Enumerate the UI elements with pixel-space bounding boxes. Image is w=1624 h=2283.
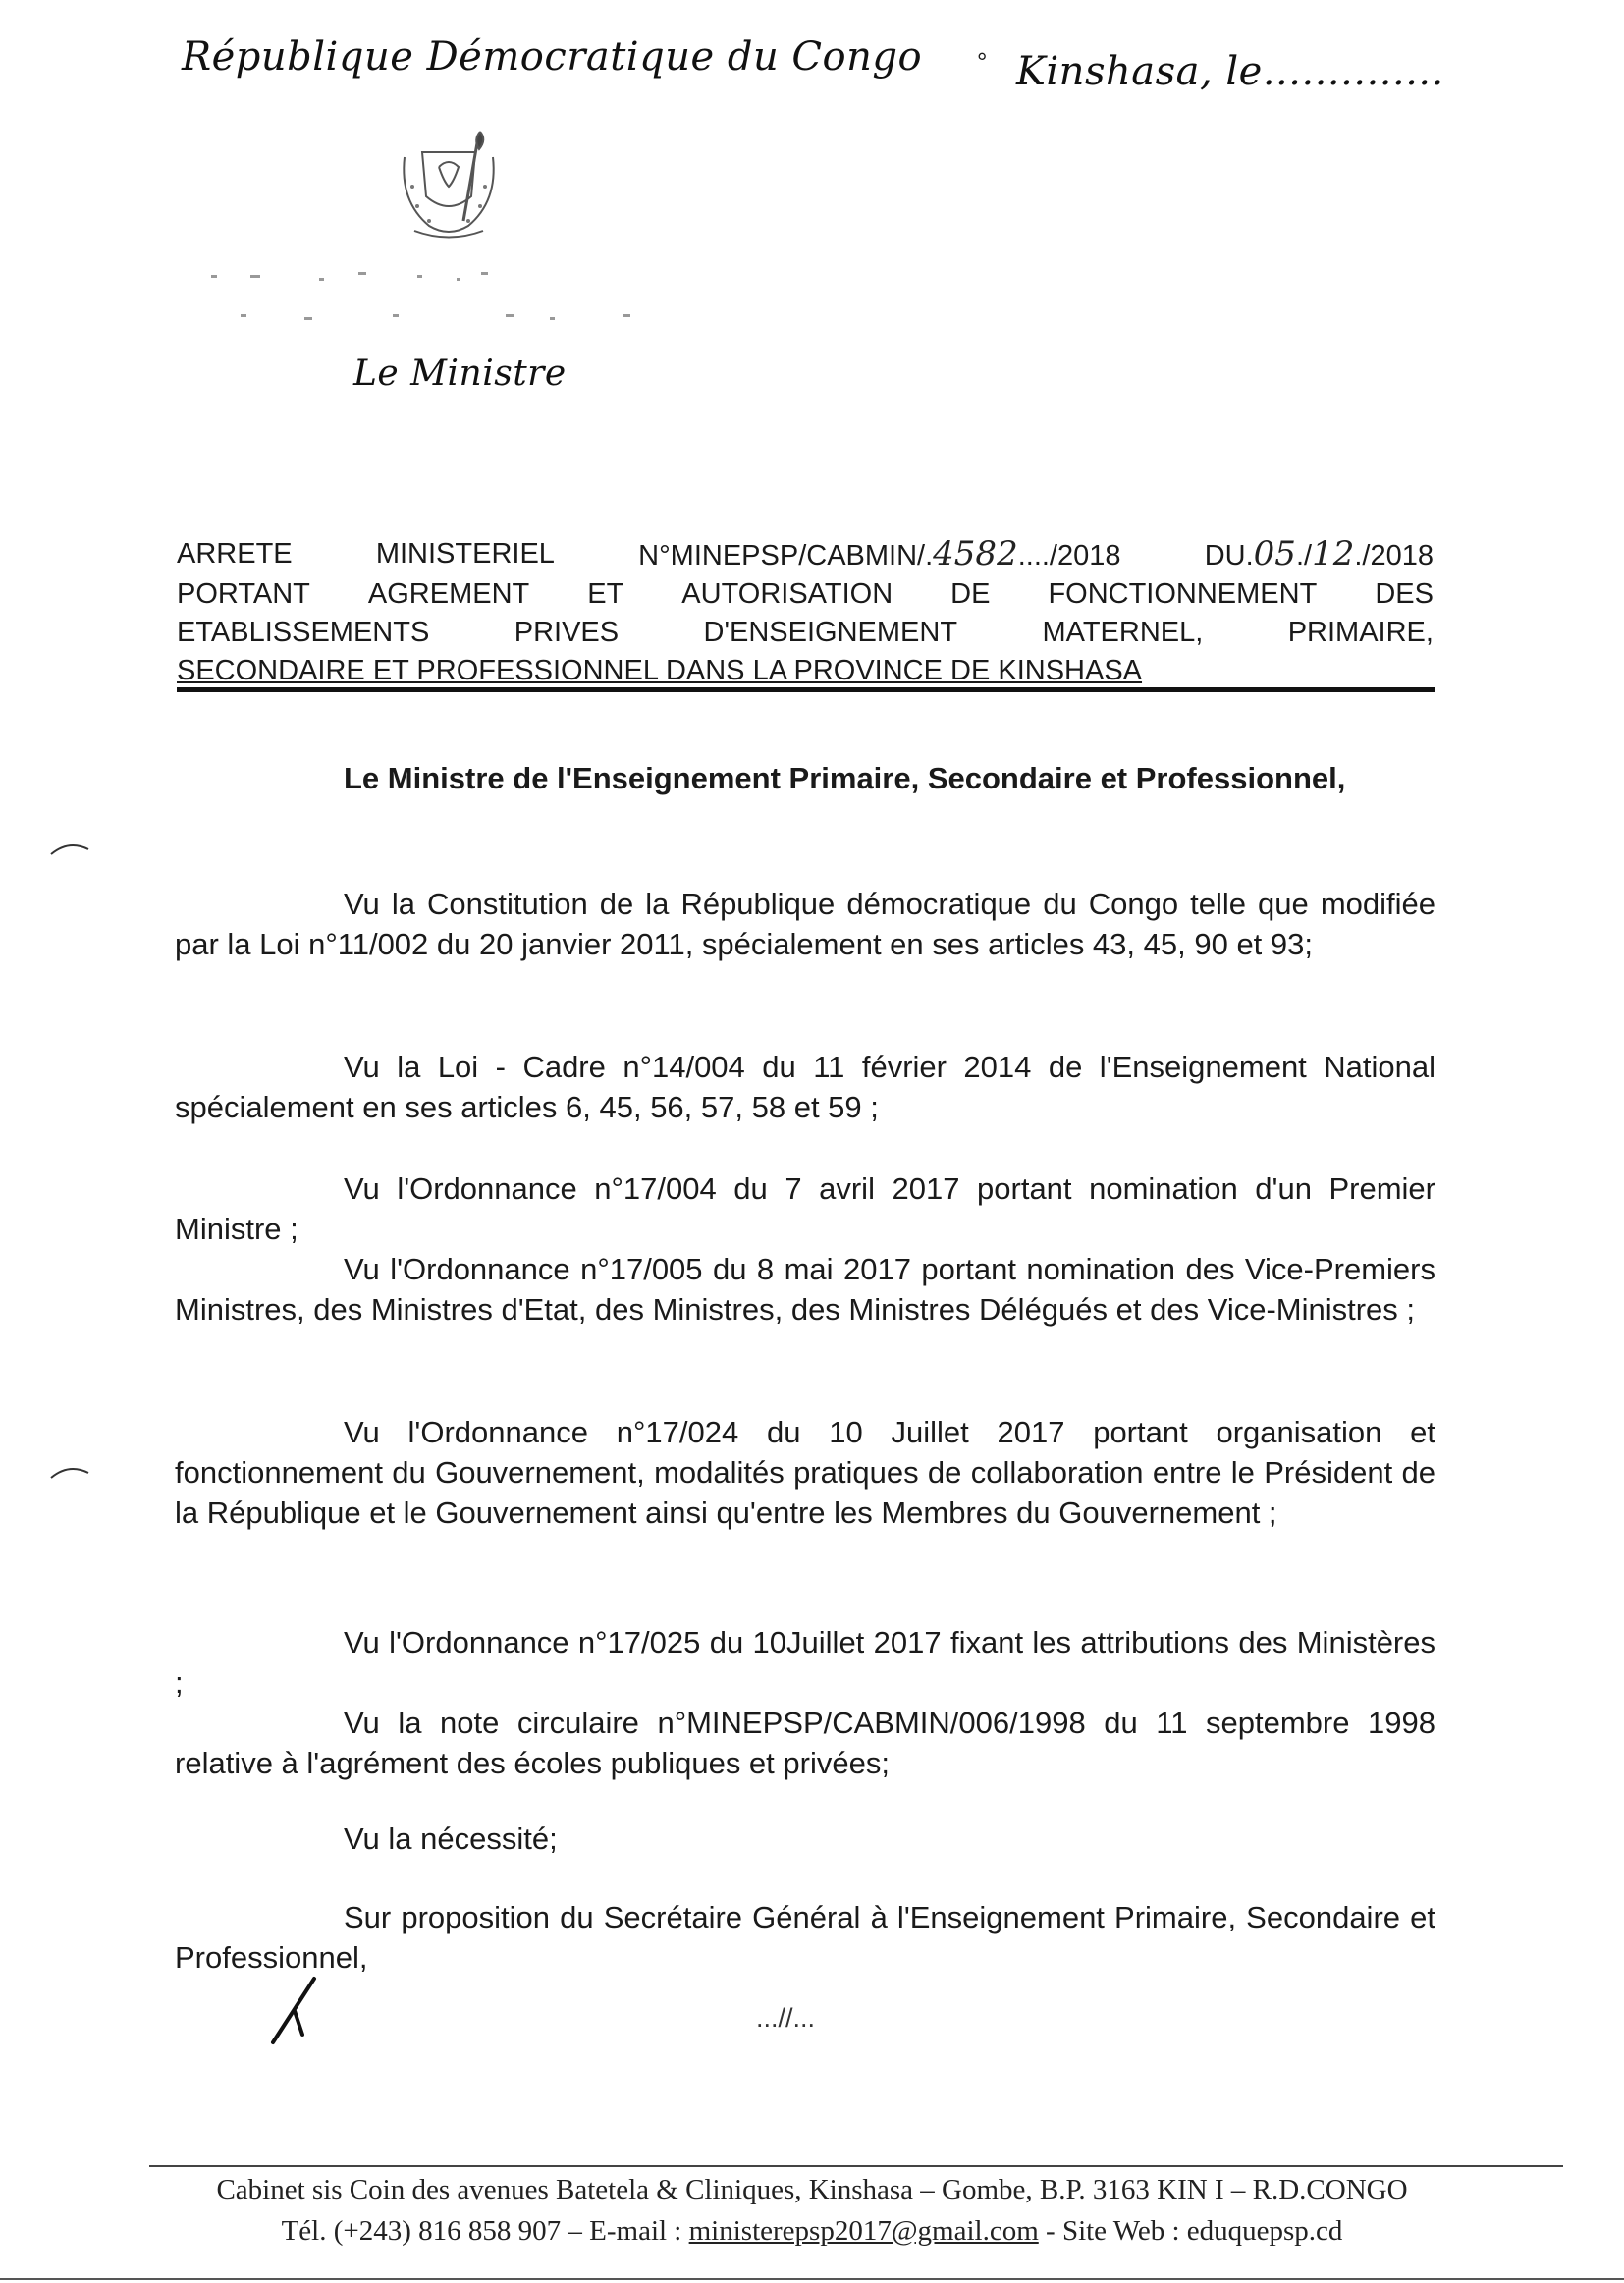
decree-date: DU.05./12./2018 <box>1204 534 1434 573</box>
handwritten-day: 05 <box>1253 534 1296 573</box>
decree-title <box>177 535 1434 690</box>
degree-mark: ° <box>977 47 988 77</box>
consideration-constitution: Vu la Constitution de la République démocratique du Congo telle que modifiée par la Loi n°11/002 du 20 janvier 2011, spécialement en ses articles 43, 45, 90 et 93; <box>175 887 1435 961</box>
faded-stamp-marks <box>211 270 643 339</box>
place-date: Kinshasa, le.............. <box>1016 49 1444 94</box>
margin-mark <box>49 840 93 859</box>
decree-title-line-4: SECONDAIRE ET PROFESSIONNEL DANS LA PROVINCE DE KINSHASA <box>177 655 1143 686</box>
consideration-loi-cadre: Vu la Loi - Cadre n°14/004 du 11 février 2014 de l'Enseignement National spécialement en ses articles 6, 45, 56, 57, 58 et 59 ; <box>175 1050 1435 1124</box>
continuation-mark: ...//... <box>756 2003 816 2033</box>
email-link[interactable]: ministerepsp2017@gmail.com <box>688 2215 1039 2247</box>
consideration-ordonnance-17-005: Vu l'Ordonnance n°17/005 du 8 mai 2017 portant nomination des Vice-Premiers Ministres, des Ministres d'Etat, des Ministres, des Ministres Délégués et des Vice-Ministres ; <box>175 1252 1435 1327</box>
consideration-necessite: Vu la nécessité; <box>344 1821 558 1856</box>
consideration-note-circulaire: Vu la note circulaire n°MINEPSP/CABMIN/006/1998 du 11 septembre 1998 relative à l'agrément des écoles publiques et privées; <box>175 1706 1435 1780</box>
intro-heading: Le Ministre de l'Enseignement Primaire, Secondaire et Professionnel, <box>344 761 1346 795</box>
decree-number: N°MINEPSP/CABMIN/.4582..../2018 <box>638 534 1121 573</box>
consideration-ordonnance-17-025: Vu l'Ordonnance n°17/025 du 10Juillet 2017 fixant les attributions des Ministères ; <box>175 1625 1435 1700</box>
title-underline-rule <box>177 687 1435 692</box>
footer-address: Cabinet sis Coin des avenues Batetela & Cliniques, Kinshasa – Gombe, B.P. 3163 KIN I – R.D.CONGO <box>216 2174 1408 2205</box>
page-bottom-rule <box>0 2278 1624 2280</box>
republic-heading: République Démocratique du Congo <box>182 34 923 80</box>
margin-mark <box>49 1463 93 1483</box>
decree-title-line-3: ETABLISSEMENTS PRIVES D'ENSEIGNEMENT MATERNEL, PRIMAIRE, <box>177 617 1434 648</box>
handwritten-number: 4582 <box>933 534 1018 573</box>
initials-paraph <box>265 1974 334 2047</box>
footer-rule <box>149 2165 1563 2167</box>
coat-of-arms-emblem <box>385 128 513 241</box>
decree-title-line-2: PORTANT AGREMENT ET AUTORISATION DE FONCTIONNEMENT DES <box>177 578 1434 610</box>
title-word: ARRETE <box>177 538 293 570</box>
minister-title: Le Ministre <box>353 353 567 394</box>
website-link[interactable]: eduquepsp.cd <box>1186 2215 1343 2247</box>
handwritten-month: 12 <box>1312 534 1355 573</box>
consideration-ordonnance-17-024: Vu l'Ordonnance n°17/024 du 10 Juillet 2017 portant organisation et fonctionnement du Gouvernement, modalités pratiques de collaboration entre le Président de la République et le Gouvernement ainsi qu'entre les Membres du Gouvernement ; <box>175 1415 1435 1530</box>
title-word: MINISTERIEL <box>375 538 555 570</box>
consideration-ordonnance-17-004: Vu l'Ordonnance n°17/004 du 7 avril 2017 portant nomination d'un Premier Ministre ; <box>175 1171 1435 1246</box>
decree-title-line-1 <box>177 535 1434 575</box>
consideration-proposition: Sur proposition du Secrétaire Général à l'Enseignement Primaire, Secondaire et Professionnel, <box>175 1900 1435 1975</box>
footer-contact: Tél. (+243) 816 858 907 – E-mail : ministerepsp2017@gmail.com - Site Web : eduquepsp.cd <box>281 2215 1343 2247</box>
